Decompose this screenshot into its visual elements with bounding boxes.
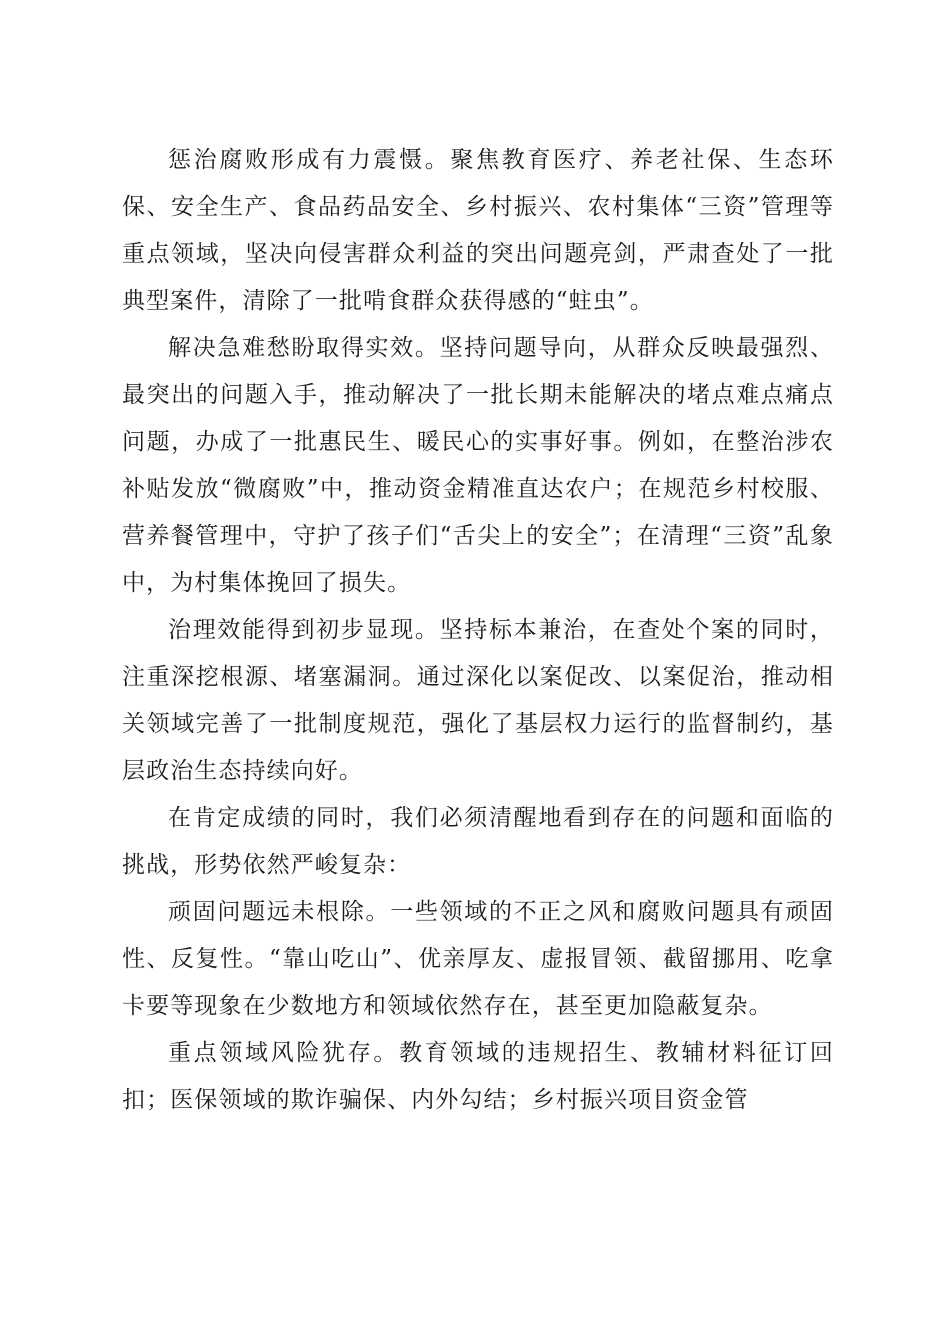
paragraph-key-area-risks: 重点领域风险犹存。教育领域的违规招生、教辅材料征订回扣；医保领域的欺诈骗保、内外勾结；乡村振兴项目资金管 xyxy=(122,1040,834,1113)
paragraph-governance-effectiveness: 治理效能得到初步显现。坚持标本兼治，在查处个案的同时，注重深挖根源、堵塞漏洞。通过深化以案促改、以案促治，推动相关领域完善了一批制度规范，强化了基层权力运行的监督制约，基层政治生态持续向好。 xyxy=(122,617,834,784)
paragraph-challenges-intro: 在肯定成绩的同时，我们必须清醒地看到存在的问题和面临的挑战，形势依然严峻复杂： xyxy=(122,805,834,878)
document-body xyxy=(122,137,834,1124)
paragraph-stubborn-problems: 顽固问题远未根除。一些领域的不正之风和腐败问题具有顽固性、反复性。“靠山吃山”、优亲厚友、虚报冒领、截留挪用、吃拿卡要等现象在少数地方和领域依然存在，甚至更加隐蔽复杂。 xyxy=(122,899,834,1019)
paragraph-urgent-concerns: 解决急难愁盼取得实效。坚持问题导向，从群众反映最强烈、最突出的问题入手，推动解决了一批长期未能解决的堵点难点痛点问题，办成了一批惠民生、暖民心的实事好事。例如，在整治涉农补贴发放“微腐败”中，推动资金精准直达农户；在规范乡村校服、营养餐管理中，守护了孩子们“舌尖上的安全”；在清理“三资”乱象中，为村集体挽回了损失。 xyxy=(122,335,834,596)
paragraph-punishing-corruption: 惩治腐败形成有力震慑。聚焦教育医疗、养老社保、生态环保、安全生产、食品药品安全、乡村振兴、农村集体“三资”管理等重点领域，坚决向侵害群众利益的突出问题亮剑，严肃查处了一批典型案件，清除了一批啃食群众获得感的“蛀虫”。 xyxy=(122,147,834,314)
